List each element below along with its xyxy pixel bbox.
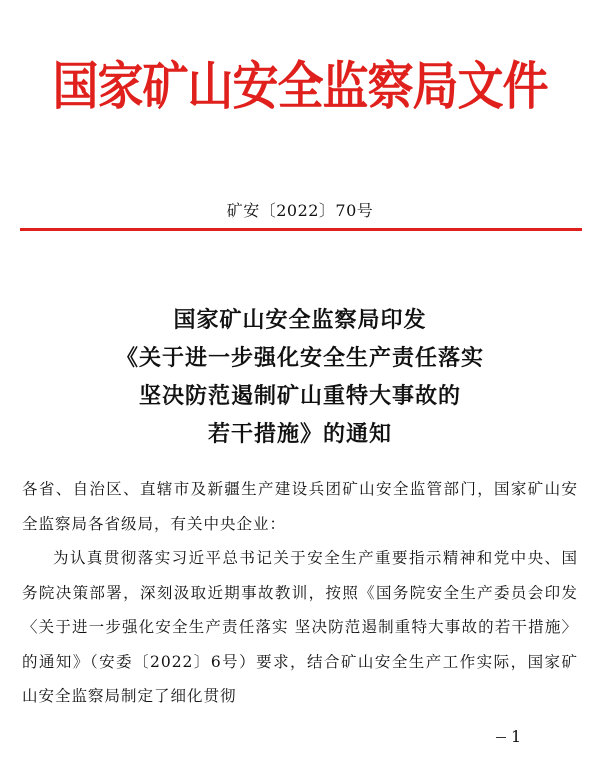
title-line: 国家矿山安全监察局印发 (173, 308, 427, 333)
document-title (0, 302, 600, 454)
salutation: 各省、自治区、直辖市及新疆生产建设兵团矿山安全监管部门，国家矿山安全监察局各省级局，有关中央企业： (22, 480, 578, 533)
title-line: 若干措施》的通知 (207, 422, 392, 447)
page-number: 1 (496, 727, 521, 746)
red-divider-line (20, 228, 582, 231)
body-paragraph: 为认真贯彻落实习近平总书记关于安全生产重要指示精神和党中央、国务院决策部署，深刻汲取近期事故教训，按照《国务院安全生产委员会印发〈关于进一步强化安全生产责任落实 坚决防范遏制重特大事故的若干措施〉的通知》（安委〔2022〕6号）要求，结合矿山安全生产工作实际，国家矿山安全监察局制定了细化贯彻 (22, 549, 578, 705)
document-number: 矿安〔2022〕70号 (226, 201, 374, 220)
title-line: 坚决防范遏制矿山重特大事故的 (138, 384, 461, 409)
issuer-header-title: 国家矿山安全监察局文件 (52, 56, 548, 117)
document-body (22, 472, 578, 714)
title-line: 《关于进一步强化安全生产责任落实 (115, 346, 484, 371)
